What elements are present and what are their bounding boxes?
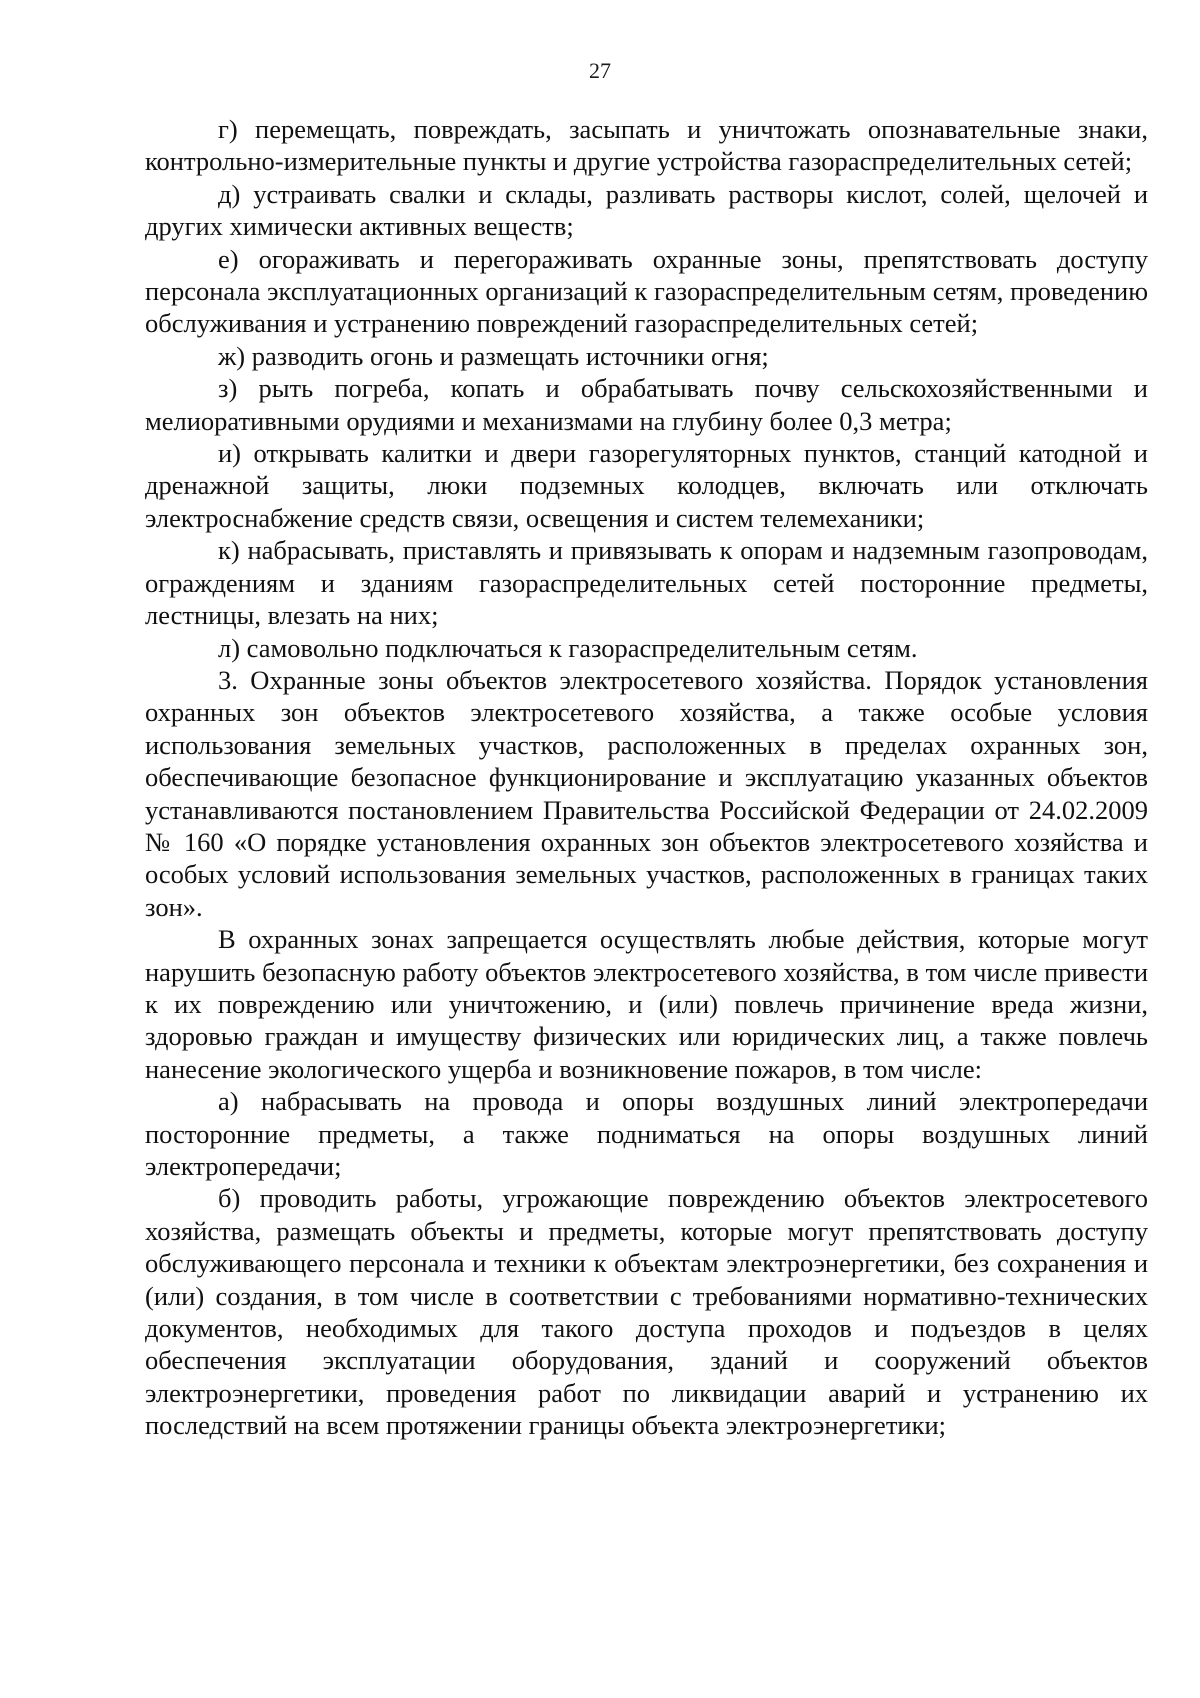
paragraph-b: б) проводить работы, угрожающие повреждению объектов электросетевого хозяйства, размещать объекты и предметы, которые могут препятствовать доступу обслуживающего персонала и техники к объектам электроэнергетики, без сохранения и (или) создания, в том числе в соответствии с требованиями нормативно-технических документов, необходимых для такого доступа проходов и подъездов в целях обеспечения эксплуатации оборудования, зданий и сооружений объектов электроэнергетики, проведения работ по ликвидации аварий и устранению их последствий на всем протяжении границы объекта электроэнергетики; xyxy=(145,1183,1148,1441)
paragraph-k: к) набрасывать, приставлять и привязывать к опорам и надземным газопроводам, ограждениям и зданиям газораспределительных сетей посторонние предметы, лестницы, влезать на них; xyxy=(145,535,1148,631)
paragraph-l: л) самовольно подключаться к газораспределительным сетям. xyxy=(218,632,918,663)
paragraph-i: и) открывать калитки и двери газорегуляторных пунктов, станций катодной и дренажной защиты, люки подземных колодцев, включать или отключать электроснабжение средств связи, освещения и систем телемеханики; xyxy=(145,438,1148,533)
paragraph-zh: ж) разводить огонь и размещать источники огня; xyxy=(218,340,769,371)
section-3-paragraph: 3. Охранные зоны объектов электросетевого хозяйства. Порядок установления охранных зон объектов электросетевого хозяйства, а также особые условия использования земельных участков, расположенных в пределах охранных зон, обеспечивающие безопасное функционирование и эксплуатацию указанных объектов устанавливаются постановлением Правительства Российской Федерации от 24.02.2009 № 160 «О порядке установления охранных зон объектов электросетевого хозяйства и особых условий использования земельных участков, расположенных в границах таких зон». xyxy=(145,664,1148,922)
paragraph-a: а) набрасывать на провода и опоры воздушных линий электропередачи посторонние предметы, а также подниматься на опоры воздушных линий электропередачи; xyxy=(145,1086,1148,1181)
paragraph-d: д) устраивать свалки и склады, разливать растворы кислот, солей, щелочей и других химически активных веществ; xyxy=(145,178,1148,242)
paragraph-e: е) огораживать и перегораживать охранные зоны, препятствовать доступу персонала эксплуатационных организаций к газораспределительным сетям, проведению обслуживания и устранению повреждений газораспределительных сетей; xyxy=(145,243,1148,339)
paragraph-g: г) перемещать, повреждать, засыпать и уничтожать опознавательные знаки, контрольно-измерительные пункты и другие устройства газораспределительных сетей; xyxy=(145,114,1148,177)
prohibitions-intro-paragraph: В охранных зонах запрещается осуществлять любые действия, которые могут нарушить безопасную работу объектов электросетевого хозяйства, в том числе привести к их повреждению или уничтожению, и (или) повлечь причинение вреда жизни, здоровью граждан и имуществу физических или юридических лиц, а также повлечь нанесение экологического ущерба и возникновение пожаров, в том числе: xyxy=(145,924,1148,1084)
document-body xyxy=(145,113,1148,1442)
page-number: 27 xyxy=(589,58,611,83)
paragraph-z: з) рыть погреба, копать и обрабатывать почву сельскохозяйственными и мелиоративными орудиями и механизмами на глубину более 0,3 метра; xyxy=(145,373,1148,436)
